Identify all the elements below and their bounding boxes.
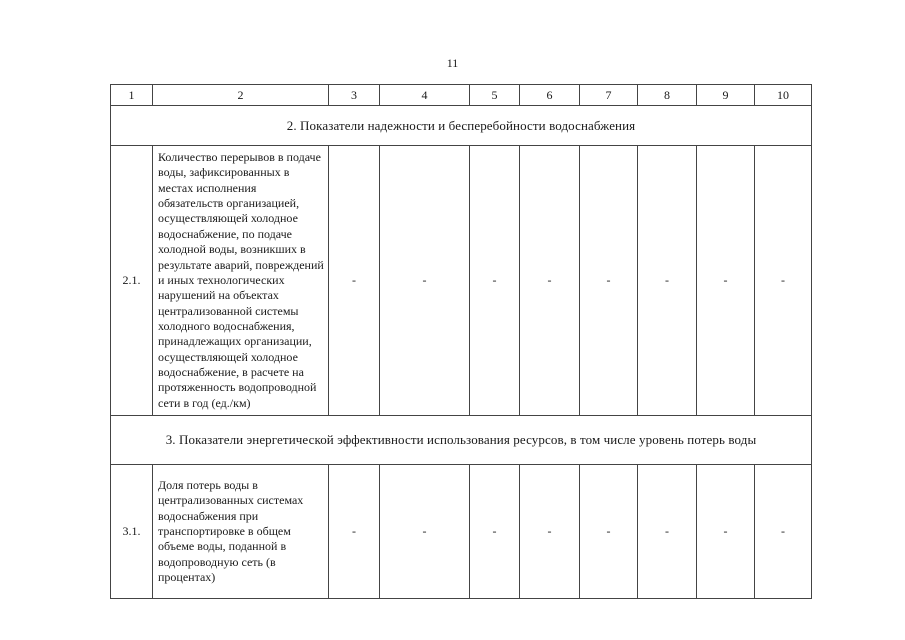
header-cell: 2 [153, 85, 329, 106]
table-row [111, 146, 812, 416]
row-description [153, 465, 329, 599]
row-description-text: Доля потерь воды в централизованных системах водоснабжения при транспортировке в общем объеме воды, поданной в водопроводную сеть (в процентах) [158, 477, 304, 584]
value-cell: - [638, 465, 697, 599]
value-cell: - [470, 146, 520, 416]
header-cell: 6 [520, 85, 580, 106]
value-cell: - [755, 465, 812, 599]
value-cell: - [520, 465, 580, 599]
indicators-table [110, 84, 812, 599]
row-description [153, 146, 329, 416]
value-cell: - [580, 146, 638, 416]
value-cell: - [755, 146, 812, 416]
value-cell: - [380, 146, 470, 416]
section-3-title: 3. Показатели энергетической эффективности использования ресурсов, в том числе уровень потерь воды [111, 416, 812, 465]
section-2-row [111, 106, 812, 146]
value-cell: - [697, 146, 755, 416]
header-cell: 3 [329, 85, 380, 106]
header-cell: 4 [380, 85, 470, 106]
value-cell: - [329, 465, 380, 599]
header-cell: 1 [111, 85, 153, 106]
value-cell: - [520, 146, 580, 416]
row-description-text: Количество перерывов в подаче воды, зафиксированных в местах исполнения обязательств организацией, осуществляющей холодное водоснабжение, по подаче холодной воды, возникших в результате аварий, повреждений и иных технологических нарушений на объектах централизованной системы холодного водоснабжения, принадлежащих организации, осуществляющей холодное водоснабжение, в расчете на протяженность водопроводной сети в год (ед./км) [158, 150, 324, 410]
section-3-row [111, 416, 812, 465]
header-cell: 8 [638, 85, 697, 106]
header-cell: 10 [755, 85, 812, 106]
row-number: 3.1. [111, 465, 153, 599]
header-cell: 5 [470, 85, 520, 106]
value-cell: - [697, 465, 755, 599]
page-number: 11 [446, 56, 459, 70]
header-cell: 9 [697, 85, 755, 106]
header-cell: 7 [580, 85, 638, 106]
value-cell: - [380, 465, 470, 599]
value-cell: - [580, 465, 638, 599]
value-cell: - [329, 146, 380, 416]
table-row [111, 465, 812, 599]
value-cell: - [470, 465, 520, 599]
header-row [111, 85, 812, 106]
value-cell: - [638, 146, 697, 416]
row-number: 2.1. [111, 146, 153, 416]
section-2-title: 2. Показатели надежности и бесперебойности водоснабжения [111, 106, 812, 146]
